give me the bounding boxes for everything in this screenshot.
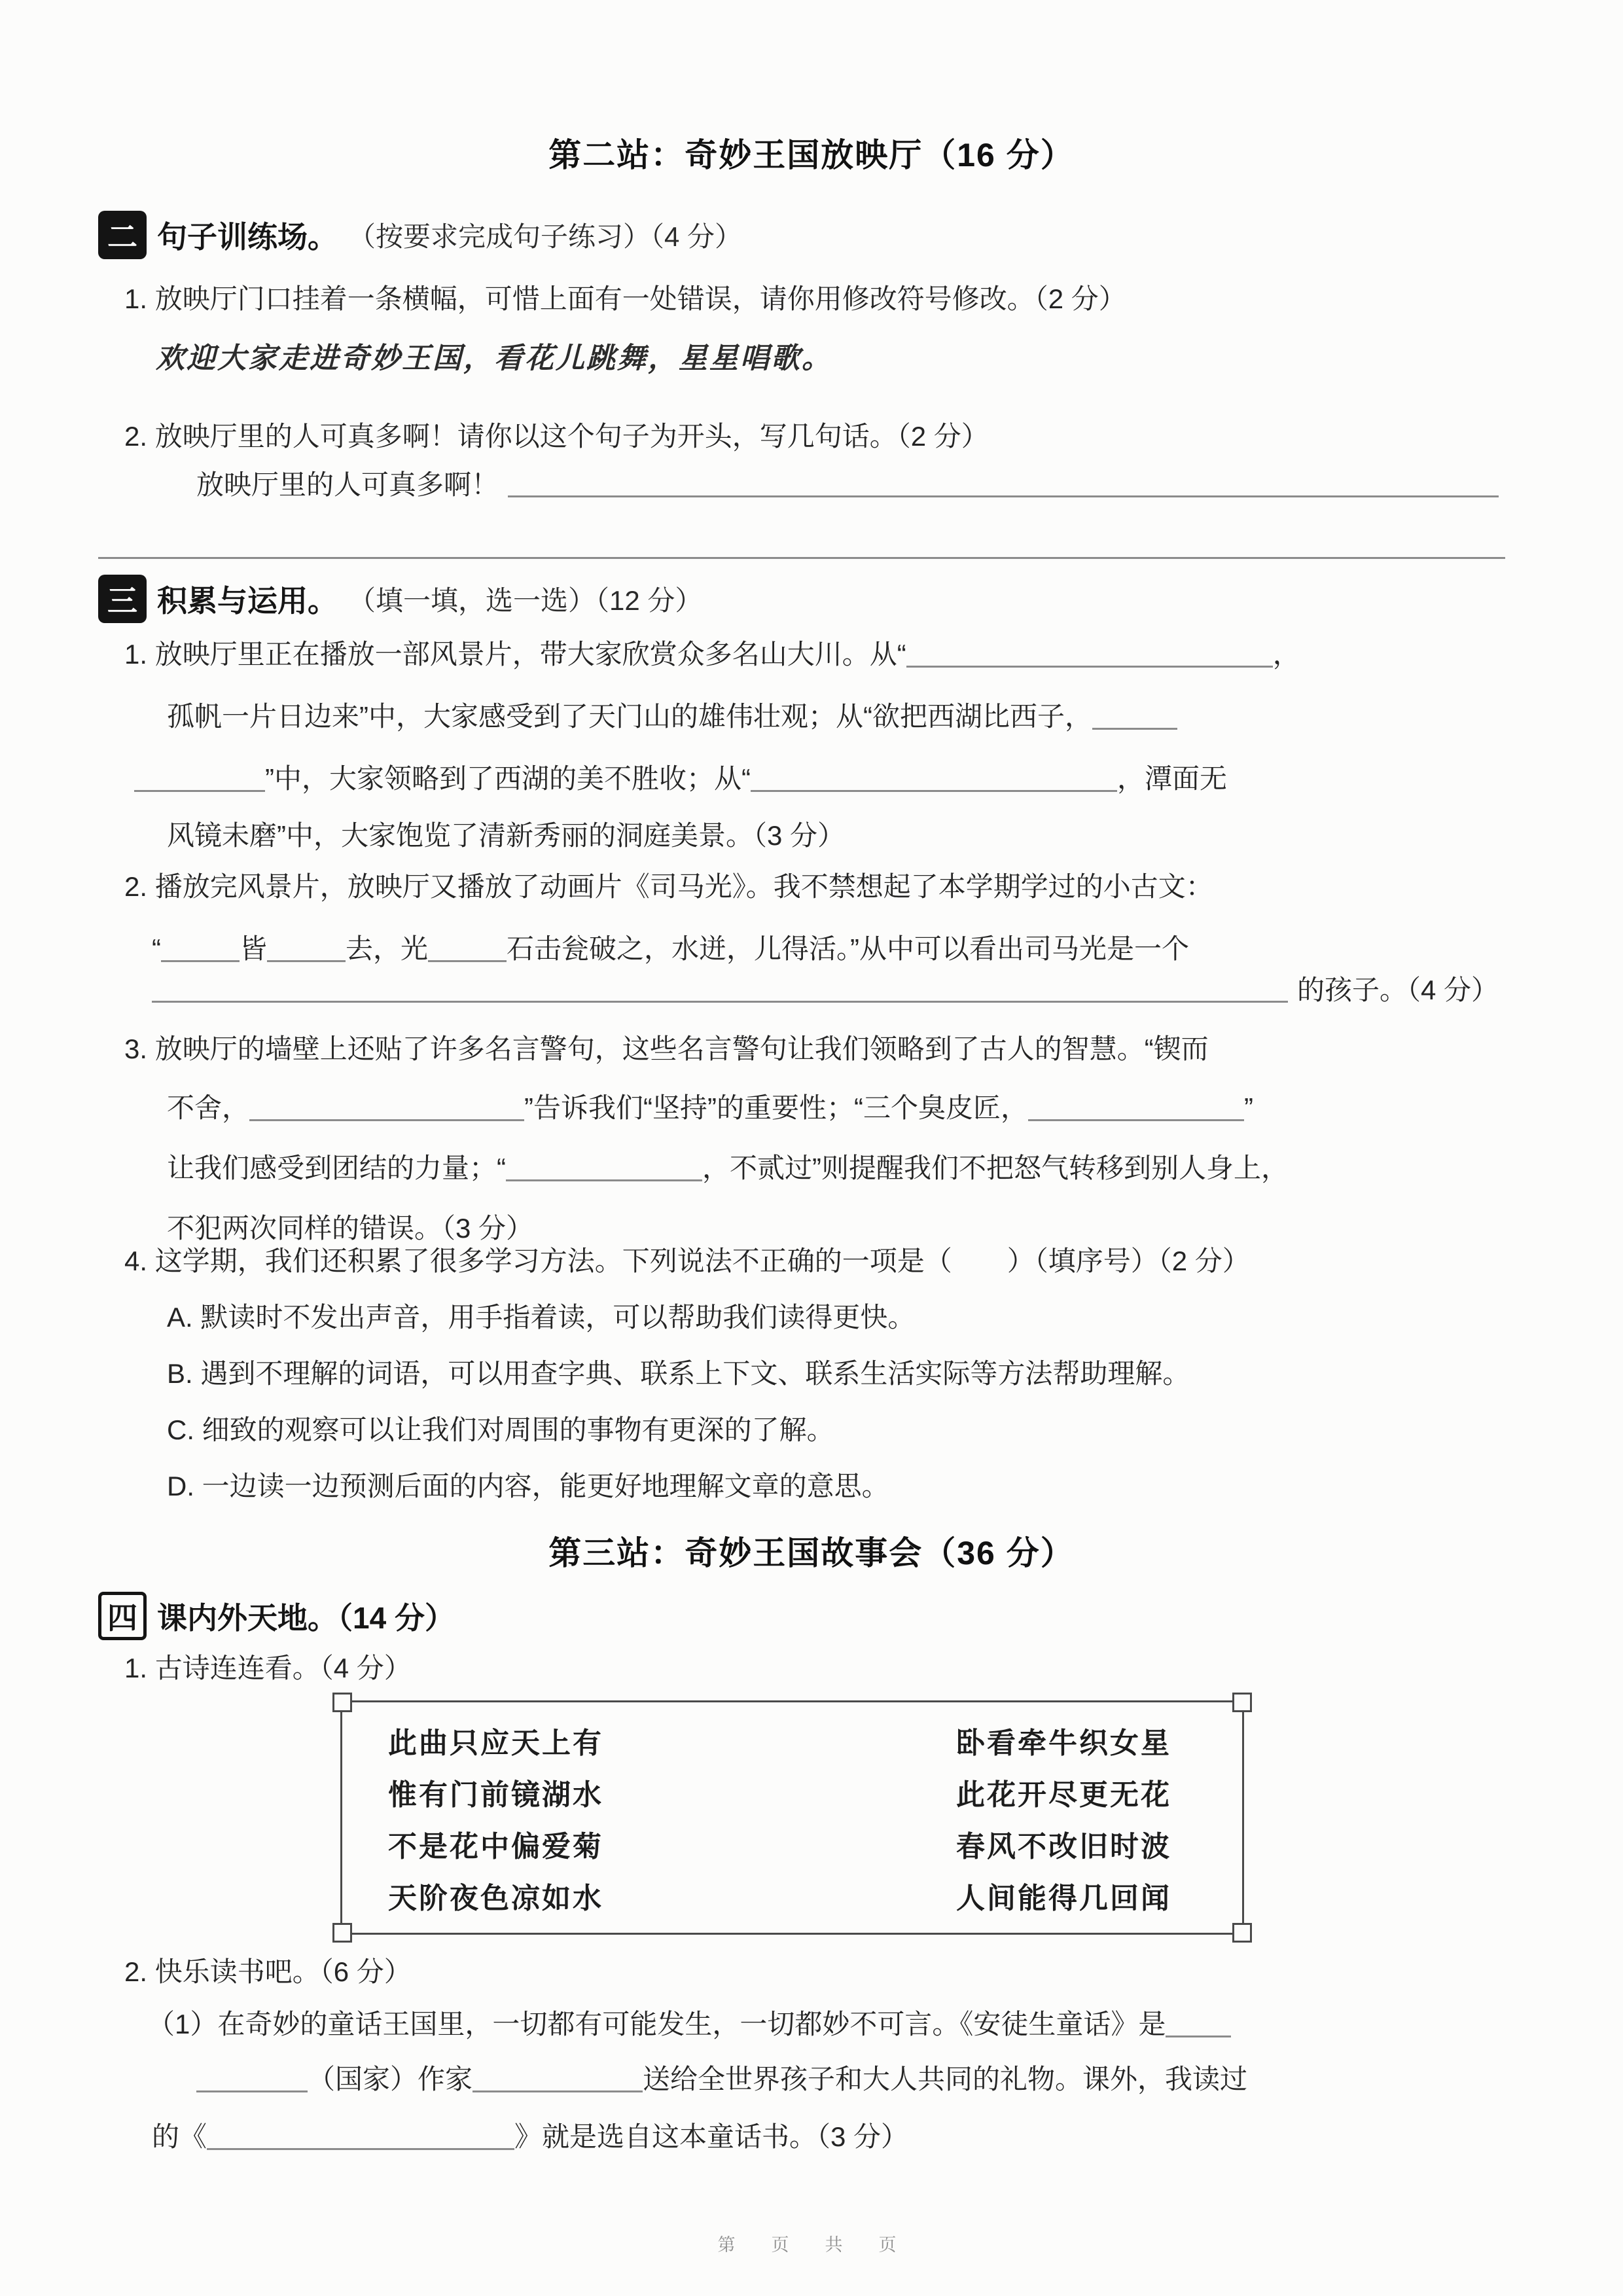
- section3-header: [98, 575, 702, 623]
- s3-q3-l2-quote: ”: [1243, 1092, 1253, 1123]
- s3-q1-line-4: 风镜未磨”中，大家饱览了清新秀丽的洞庭美景。（3 分）: [167, 820, 846, 851]
- box-corner-ornament: [1232, 1923, 1252, 1943]
- answer-blank: [152, 997, 1288, 1003]
- answer-blank: [134, 764, 265, 792]
- s3-q2-l2-quote: “: [152, 933, 161, 964]
- section4-title: 课内外天地。（14 分）: [157, 1601, 455, 1635]
- page-footer: 第 页 共 页: [717, 2235, 906, 2255]
- s4-q2-1-line-2: [196, 2063, 1247, 2096]
- s4-q2-1-line-1: [147, 2008, 1231, 2041]
- s2-q2-answer-line-2: [98, 531, 1505, 563]
- s3-q3-line-3: [167, 1152, 1289, 1185]
- poem-line: 天阶夜色凉如水: [388, 1882, 603, 1914]
- answer-blank: [1092, 702, 1177, 730]
- s3-q3-l2-text: 不舍，: [167, 1092, 250, 1123]
- answer-blank: [98, 553, 1505, 559]
- s4-q2-1-l2-country: （国家）作家: [308, 2064, 473, 2094]
- s2-q1-banner-sentence: 欢迎大家走进奇妙王国，看花儿跳舞，星星唱歌。: [156, 342, 832, 374]
- section3-number-badge: 三: [98, 575, 147, 623]
- answer-blank: [207, 2122, 514, 2150]
- section3-note: （填一填，选一选）（12 分）: [348, 585, 703, 616]
- station3-title: 第三站：奇妙王国故事会（36 分）: [548, 1535, 1075, 1571]
- s3-q3-line-2: [167, 1092, 1253, 1124]
- s3-q1-line-1: [124, 638, 1300, 671]
- poem-left-column: [388, 1702, 603, 1933]
- poem-line: 此曲只应天上有: [388, 1727, 603, 1759]
- s3-q1-line-2: [167, 700, 1177, 733]
- answer-blank: [906, 639, 1273, 668]
- s2-q2-answer-line-1: [196, 469, 1499, 501]
- answer-blank: [196, 2064, 308, 2092]
- s3-q2-l2-jie: 皆: [240, 933, 268, 964]
- answer-blank: [508, 492, 1499, 497]
- s3-q1-l3-tail: ，潭面无: [1116, 763, 1227, 794]
- poem-line: 惟有门前镜湖水: [388, 1778, 603, 1811]
- s3-q1-l1-comma: ，: [1272, 639, 1300, 670]
- s3-q4-option-a: A. 默读时不发出声音，用手指着读，可以帮助我们读得更快。: [167, 1302, 916, 1333]
- s3-q3-l3-tail: ，不贰过”则提醒我们不把怒气转移到别人身上，: [702, 1153, 1289, 1183]
- poem-line: 人间能得几回闻: [956, 1882, 1171, 1914]
- s3-q1-l1-text: 1. 放映厅里正在播放一部风景片，带大家欣赏众多名山大川。从“: [124, 639, 906, 670]
- s4-q2-1-l3-text: 的《: [152, 2121, 207, 2152]
- answer-blank: [1166, 2009, 1231, 2037]
- s4-q2-1-l2-tail: 送给全世界孩子和大人共同的礼物。课外，我读过: [643, 2064, 1248, 2094]
- section4-header: [98, 1592, 455, 1640]
- poem-line: 不是花中偏爱菊: [388, 1830, 603, 1863]
- answer-blank: [161, 934, 240, 962]
- section3-title: 积累与运用。: [157, 584, 338, 618]
- answer-blank: [428, 934, 507, 962]
- s2-q2-opening: 放映厅里的人可真多啊！: [196, 469, 499, 500]
- poem-line: 此花开尽更无花: [956, 1778, 1171, 1811]
- s4-q2-1-l1-text: （1）在奇妙的童话王国里，一切都有可能发生，一切都妙不可言。《安徒生童话》是: [147, 2009, 1166, 2039]
- s3-q2-l2-tail: 石击瓮破之，水迸，儿得活。”从中可以看出司马光是一个: [507, 933, 1190, 964]
- s3-q3-l3-text: 让我们感受到团结的力量；“: [167, 1153, 506, 1183]
- answer-blank: [267, 934, 346, 962]
- s2-q2-text: 2. 放映厅里的人可真多啊！请你以这个句子为开头，写几句话。（2 分）: [124, 421, 989, 452]
- s3-q2-l2-mid: 去，光: [346, 933, 429, 964]
- s3-q3-line-4: 不犯两次同样的错误。（3 分）: [167, 1213, 534, 1244]
- s3-q1-line-3: [134, 762, 1227, 795]
- section2-number-badge: 二: [98, 211, 147, 259]
- poem-matching-box: [340, 1700, 1244, 1935]
- section2-header: [98, 211, 742, 259]
- section2-note: （按要求完成句子练习）（4 分）: [348, 221, 743, 252]
- poem-line: 卧看牵牛织女星: [956, 1727, 1171, 1759]
- s3-q2-line-1: 2. 播放完风景片，放映厅又播放了动画片《司马光》。我不禁想起了本学期学过的小古文：: [124, 871, 1213, 902]
- s3-q4-text: 4. 这学期，我们还积累了很多学习方法。下列说法不正确的一项是（ ）（填序号）（2 分）: [124, 1246, 1250, 1276]
- poem-right-column: [956, 1702, 1171, 1933]
- s4-q2-1-l3-tail: 》就是选自这本童话书。（3 分）: [514, 2121, 909, 2152]
- s3-q4-option-c: C. 细致的观察可以让我们对周围的事物有更深的了解。: [167, 1414, 834, 1445]
- s2-q1-text: 1. 放映厅门口挂着一条横幅，可惜上面有一处错误，请你用修改符号修改。（2 分）: [124, 283, 1126, 314]
- s3-q3-line-1: 3. 放映厅的墙壁上还贴了许多名言警句，这些名言警句让我们领略到了古人的智慧。“锲而: [124, 1033, 1209, 1064]
- box-corner-ornament: [1232, 1693, 1252, 1712]
- s4-q2-1-line-3: [152, 2121, 908, 2153]
- s4-q2-text: 2. 快乐读书吧。（6 分）: [124, 1956, 412, 1987]
- answer-blank: [506, 1153, 702, 1181]
- s3-q1-l3-text: ”中，大家领略到了西湖的美不胜收；从“: [265, 763, 751, 794]
- answer-blank: [751, 764, 1117, 792]
- s3-q1-l2-text: 孤帆一片日边来”中，大家感受到了天门山的雄伟壮观；从“欲把西湖比西子，: [167, 701, 1092, 732]
- s3-q3-l2-mid: ”告诉我们“坚持”的重要性；“三个臭皮匠，: [524, 1092, 1028, 1123]
- section2-title: 句子训练场。: [157, 220, 338, 254]
- s3-q2-l3-text: 的孩子。（4 分）: [1296, 975, 1499, 1005]
- station2-title: 第二站：奇妙王国放映厅（16 分）: [548, 137, 1075, 173]
- s3-q2-line-2: [152, 933, 1189, 965]
- box-corner-ornament: [332, 1923, 352, 1943]
- box-corner-ornament: [332, 1693, 352, 1712]
- s4-q1-text: 1. 古诗连连看。（4 分）: [124, 1653, 412, 1683]
- s3-q4-option-d: D. 一边读一边预测后面的内容，能更好地理解文章的意思。: [167, 1471, 889, 1501]
- s3-q2-line-3: [152, 974, 1499, 1007]
- poem-line: 春风不改旧时波: [956, 1830, 1171, 1863]
- s3-q4-option-b: B. 遇到不理解的词语，可以用查字典、联系上下文、联系生活实际等方法帮助理解。: [167, 1358, 1190, 1389]
- section4-number-badge: 四: [98, 1592, 147, 1640]
- answer-blank: [1028, 1093, 1244, 1121]
- answer-blank: [473, 2064, 643, 2092]
- answer-blank: [249, 1093, 524, 1121]
